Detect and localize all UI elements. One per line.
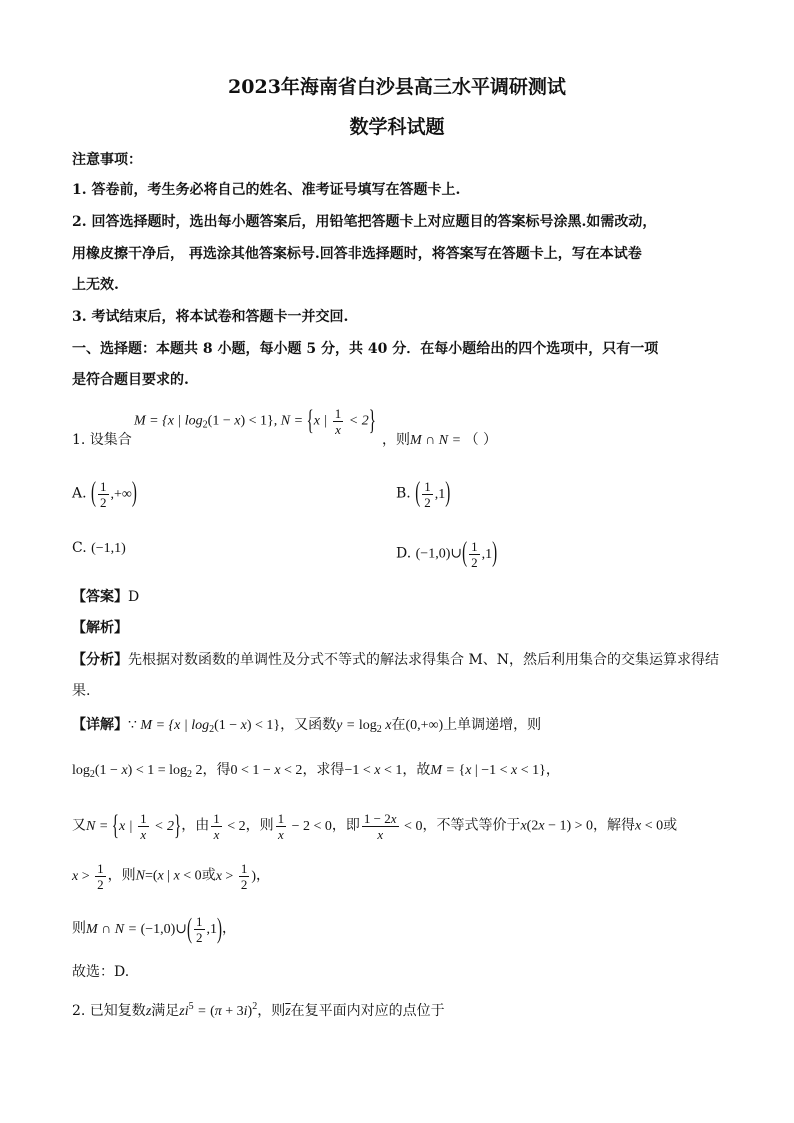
answer-value: D bbox=[128, 589, 140, 605]
q1-stem bbox=[72, 430, 132, 450]
q1-option-a: A. ( $\frac{1}{2}$ ,+∞) bbox=[72, 478, 137, 510]
q1-question-tail: ，则M ∩ N = （ ） bbox=[382, 432, 498, 448]
notice-heading: 注意事项： bbox=[72, 152, 142, 168]
q1-detail-line-2: $\log_2(1 - x) < 1 = \log_2 2$，得0 < 1 − x < 2，求得−1 < x < 1，故M = {x | −1 < x < 1}， bbox=[72, 762, 560, 780]
analysis-tag: 【解析】 bbox=[72, 620, 128, 636]
exam-title: 2023年海南省白沙县高三水平调研测试 bbox=[228, 76, 566, 98]
notice-item-2-line-2: 用橡皮擦干净后， 再选涂其他答案标号.回答非选择题时，将答案写在答题卡上，写在本试卷 bbox=[72, 246, 642, 262]
notice-item-2-line-3: 上无效. bbox=[72, 277, 119, 293]
q1-detail-line-4: x > $\frac{1}{2}$ ，则N=(x | x < 0或x > $\frac{1}{2}$ )， bbox=[72, 861, 270, 892]
notice-item-1: 1. 答卷前，考生务必将自己的姓名、准考证号填写在答题卡上. bbox=[72, 182, 461, 198]
q1-detail-line-3: 又N = {x | $\frac{1}{x}$ < 2}，由 $\frac{1}{x}$ < 2，则 $\frac{1}{x}$ − 2 < 0，即 $\frac{1 - 2x}{x}$ < 0，不等式等价于x(2x − 1) > 0，解得x < 0或 bbox=[72, 811, 678, 842]
q1-fenxi-line-2: 果. bbox=[72, 683, 91, 699]
q1-fenxi-line-1 bbox=[72, 650, 719, 670]
q1-option-d-label: D. bbox=[396, 545, 412, 562]
q1-answer bbox=[72, 587, 139, 607]
q1-blank: （ ） bbox=[464, 432, 498, 448]
q1-analysis-heading bbox=[72, 618, 128, 638]
notice-item-2-line-1: 2. 回答选择题时，选出每小题答案后，用铅笔把答题卡上对应题目的答案标号涂黑.如需改动， bbox=[72, 214, 657, 230]
q1-prefix: 1. 设集合 bbox=[72, 432, 132, 448]
notice-item-3: 3. 考试结束后，将本试卷和答题卡一并交回. bbox=[72, 309, 349, 325]
q2-stem: 2. 已知复数z满足$zi^5 = (\pi + 3i)^2$，则$\overline{z}$在复平面内对应的点位于 bbox=[72, 1001, 445, 1019]
section-1-line-2: 是符合题目要求的. bbox=[72, 372, 189, 388]
q1-set-definition: M = {x | $\log_2(1 - x) < 1$}, N = {x | $\frac{1}{x}$ < 2} bbox=[134, 406, 376, 437]
detail-tag: 【详解】 bbox=[72, 717, 128, 733]
q1-option-d: D. (−1,0)∪( $\frac{1}{2}$ ,1) bbox=[396, 538, 498, 570]
q1-option-b: B. ( $\frac{1}{2}$ ,1) bbox=[396, 478, 451, 510]
q1-detail-line-1: 【详解】∵ M = {x | $\log_2(1 - x) < 1$}，又函数$y = \log_2 x$在(0,+∞)上单调递增，则 bbox=[72, 717, 542, 735]
exam-subtitle: 数学科试题 bbox=[349, 116, 445, 138]
section-1-line-1: 一、选择题：本题共 8 小题，每小题 5 分，共 40 分．在每小题给出的四个选项中，只有一项 bbox=[72, 341, 659, 357]
q1-option-b-label: B. bbox=[396, 485, 411, 502]
q1-option-a-label: A. bbox=[72, 485, 87, 502]
q1-suffix: ，则 bbox=[382, 432, 410, 448]
q1-option-c-label: C. bbox=[72, 540, 87, 556]
q1-detail-line-5: 则M ∩ N = (−1,0)∪( $\frac{1}{2}$ ,1)， bbox=[72, 914, 237, 945]
answer-tag: 【答案】 bbox=[72, 589, 128, 605]
q1-conclusion: 故选：D. bbox=[72, 964, 130, 980]
q1-option-c: C. (−1,1) bbox=[72, 540, 126, 556]
fenxi-tag: 【分析】 bbox=[72, 652, 128, 668]
fenxi-text-1: 先根据对数函数的单调性及分式不等式的解法求得集合 M、N，然后利用集合的交集运算求得结 bbox=[128, 652, 720, 668]
